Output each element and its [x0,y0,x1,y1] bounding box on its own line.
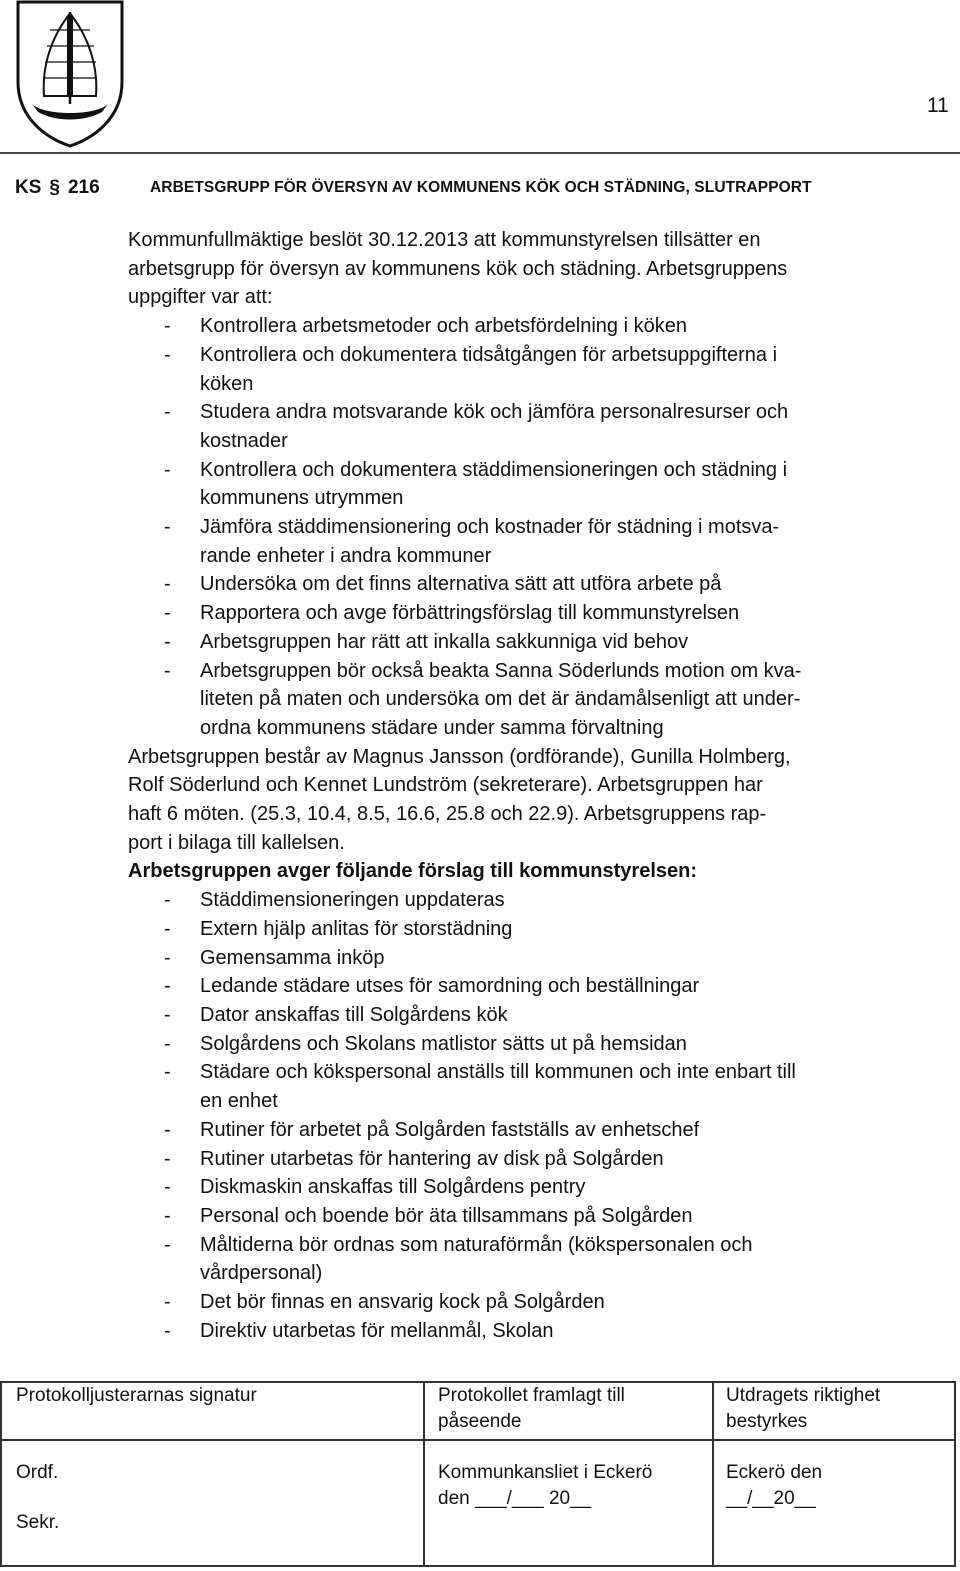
bullet-dash: - [164,1291,171,1314]
meeting-date-label: Sammanträdesdatum [484,67,685,90]
bullet-dash: - [164,630,171,653]
list-item-text: Rapportera och avge förbättringsförslag till kommunstyrelsen [200,602,740,625]
section-number: 216 [67,177,100,198]
list-item-text: Rutiner utarbetas för hantering av disk på Solgården [200,1147,664,1170]
list-item [128,427,958,456]
bullet-dash: - [164,401,171,424]
signature-table [0,1381,956,1567]
posted-date: den ___/___ 20__ [438,1488,592,1509]
board-name: KOMMUNSTYRELSE [147,34,333,55]
bullet-dash [128,685,200,714]
list-item-text: Undersöka om det finns alternativa sätt att utföra arbete på [200,573,722,596]
list-item [128,1058,958,1087]
list-item [128,685,958,714]
document-header [0,0,960,155]
section-prefix: KS [15,177,42,198]
list-item-text: en enhet [200,1090,278,1113]
text-line: Arbetsgruppen består av Magnus Jansson (ordförande), Gunilla Holmberg, [128,745,791,768]
bullet-dash: - [164,1204,171,1227]
chair-label: Ordf. [16,1462,59,1483]
bullet-dash: - [164,315,171,338]
members-paragraph [128,743,958,858]
list-item-text: Måltiderna bör ordnas som naturaförmån (kökspersonalen och [200,1233,753,1256]
bullet-dash: - [164,889,171,912]
text-line: port i bilaga till kallelsen. [128,831,345,854]
municipality-name: ECKERÖ KOMMUN [147,4,344,27]
bullet-dash [128,1259,200,1288]
bullet-dash [128,370,200,399]
list-item [128,341,958,370]
list-item [128,1231,958,1260]
municipal-coat-of-arms [14,0,126,148]
text-line: haft 6 möten. (25.3, 10.4, 8.5, 16.6, 25.8 och 22.9). Arbetsgruppens rap- [128,803,767,826]
intro-paragraph [128,226,958,312]
signature-header: Protokolljusterarnas signatur [16,1385,257,1406]
list-item-text: Kontrollera och dokumentera städdimensioneringen och städning i [200,458,788,481]
certified-header-2: bestyrkes [726,1411,808,1432]
list-item [128,398,958,427]
list-item-text: Kontrollera och dokumentera tidsåtgången för arbetsuppgifterna i [200,343,778,366]
list-item [128,456,958,485]
page-number: 11 [927,94,949,117]
proposal-heading: Arbetsgruppen avger följande förslag till kommunstyrelsen: [128,860,698,883]
posted-header-2: påseende [438,1411,522,1432]
document-type: SAMMANTRÄDESPROTOKOLL [484,4,803,27]
bullet-dash: - [164,1233,171,1256]
list-item [128,484,958,513]
secretary-label: Sekr. [16,1512,60,1533]
list-item [128,657,958,686]
list-item [128,1202,958,1231]
bullet-dash: - [164,1032,171,1055]
bullet-dash [128,542,200,571]
certified-place: Eckerö den [726,1462,823,1483]
bullet-dash: - [164,1003,171,1026]
list-item-text: vårdpersonal) [200,1262,323,1285]
list-item-text: liteten på maten och undersöka om det är ändamålsenligt att under- [200,688,801,711]
list-item [128,714,958,743]
list-item-text: Städare och kökspersonal anställs till kommunen och inte enbart till [200,1061,796,1084]
bullet-dash: - [164,1319,171,1342]
list-item [128,1288,958,1317]
list-item-text: Kontrollera arbetsmetoder och arbetsfördelning i köken [200,315,687,338]
bullet-dash: - [164,917,171,940]
list-item [128,886,958,915]
list-item [128,312,958,341]
page-label: Sida [904,67,947,90]
meeting-date: 23.09.2014 [484,94,590,117]
bullet-dash: - [164,516,171,539]
certified-date: __/__20__ [726,1488,816,1509]
list-item [128,628,958,657]
list-item [128,1087,958,1116]
list-item-text: Personal och boende bör äta tillsammans på Solgården [200,1204,693,1227]
list-item-text: Det bör finnas en ansvarig kock på Solgården [200,1291,605,1314]
list-item-text: Diskmaskin anskaffas till Solgårdens pentry [200,1176,586,1199]
list-item-text: ordna kommunens städare under samma förvaltning [200,716,664,739]
bullet-dash: - [164,458,171,481]
table-divider [712,1383,714,1565]
list-item-text: Gemensamma inköp [200,946,385,969]
header-divider [0,152,960,154]
bullet-dash: - [164,1176,171,1199]
bullet-dash: - [164,659,171,682]
bullet-dash [128,714,200,743]
list-item [128,542,958,571]
text-line: Rolf Söderlund och Kennet Lundström (sekreterare). Arbetsgruppen har [128,774,763,797]
table-divider [423,1383,425,1565]
list-item [128,1116,958,1145]
section-title: ARBETSGRUPP FÖR ÖVERSYN AV KOMMUNENS KÖK OCH STÄDNING, SLUTRAPPORT [150,179,812,196]
list-item [128,1173,958,1202]
posted-header-1: Protokollet framlagt till [438,1385,625,1406]
section-code [15,177,100,199]
bullet-dash: - [164,1061,171,1084]
list-item [128,972,958,1001]
task-list [128,312,958,743]
list-item [128,1145,958,1174]
list-item-text: Rutiner för arbetet på Solgården fastställs av enhetschef [200,1118,700,1141]
list-item-text: Dator anskaffas till Solgårdens kök [200,1003,508,1026]
list-item-text: Studera andra motsvarande kök och jämföra personalresurser och [200,401,789,424]
list-item-text: Direktiv utarbetas för mellanmål, Skolan [200,1319,554,1342]
list-item-text: Ledande städare utses för samordning och beställningar [200,975,700,998]
list-item-text: Extern hjälp anlitas för storstädning [200,917,513,940]
list-item [128,1317,958,1346]
bullet-dash: - [164,343,171,366]
list-item-text: Arbetsgruppen bör också beakta Sanna Söderlunds motion om kva- [200,659,802,682]
bullet-dash [128,484,200,513]
list-item [128,1259,958,1288]
text-line: Kommunfullmäktige beslöt 30.12.2013 att kommunstyrelsen tillsätter en [128,229,761,251]
certified-header-1: Utdragets riktighet [726,1385,881,1406]
list-item-text: köken [200,372,254,395]
list-item [128,513,958,542]
list-item-text: Städdimensioneringen uppdateras [200,889,505,912]
list-item [128,570,958,599]
list-item [128,1030,958,1059]
bullet-dash: - [164,1118,171,1141]
list-item-text: kommunens utrymmen [200,487,404,510]
bullet-dash [128,1087,200,1116]
table-divider [2,1439,954,1441]
bullet-dash: - [164,573,171,596]
bullet-dash: - [164,1147,171,1170]
list-item-text: Arbetsgruppen har rätt att inkalla sakkunniga vid behov [200,630,689,653]
protocol-body [128,226,958,1345]
list-item [128,915,958,944]
list-item [128,599,958,628]
text-line: uppgifter var att: [128,286,273,309]
bullet-dash: - [164,602,171,625]
bullet-dash: - [164,946,171,969]
list-item [128,1001,958,1030]
proposal-list [128,886,958,1345]
list-item-text: Jämföra städdimensionering och kostnader för städning i motsva- [200,516,780,539]
bullet-dash: - [164,975,171,998]
list-item-text: rande enheter i andra kommuner [200,544,492,567]
text-line: arbetsgrupp för översyn av kommunens kök och städning. Arbetsgruppens [128,257,788,280]
list-item-text: Solgårdens och Skolans matlistor sätts ut på hemsidan [200,1032,687,1055]
bullet-dash [128,427,200,456]
list-item [128,944,958,973]
list-item [128,370,958,399]
paragraph-sign: § [49,177,60,198]
posted-place: Kommunkansliet i Eckerö [438,1462,653,1483]
list-item-text: kostnader [200,429,288,452]
